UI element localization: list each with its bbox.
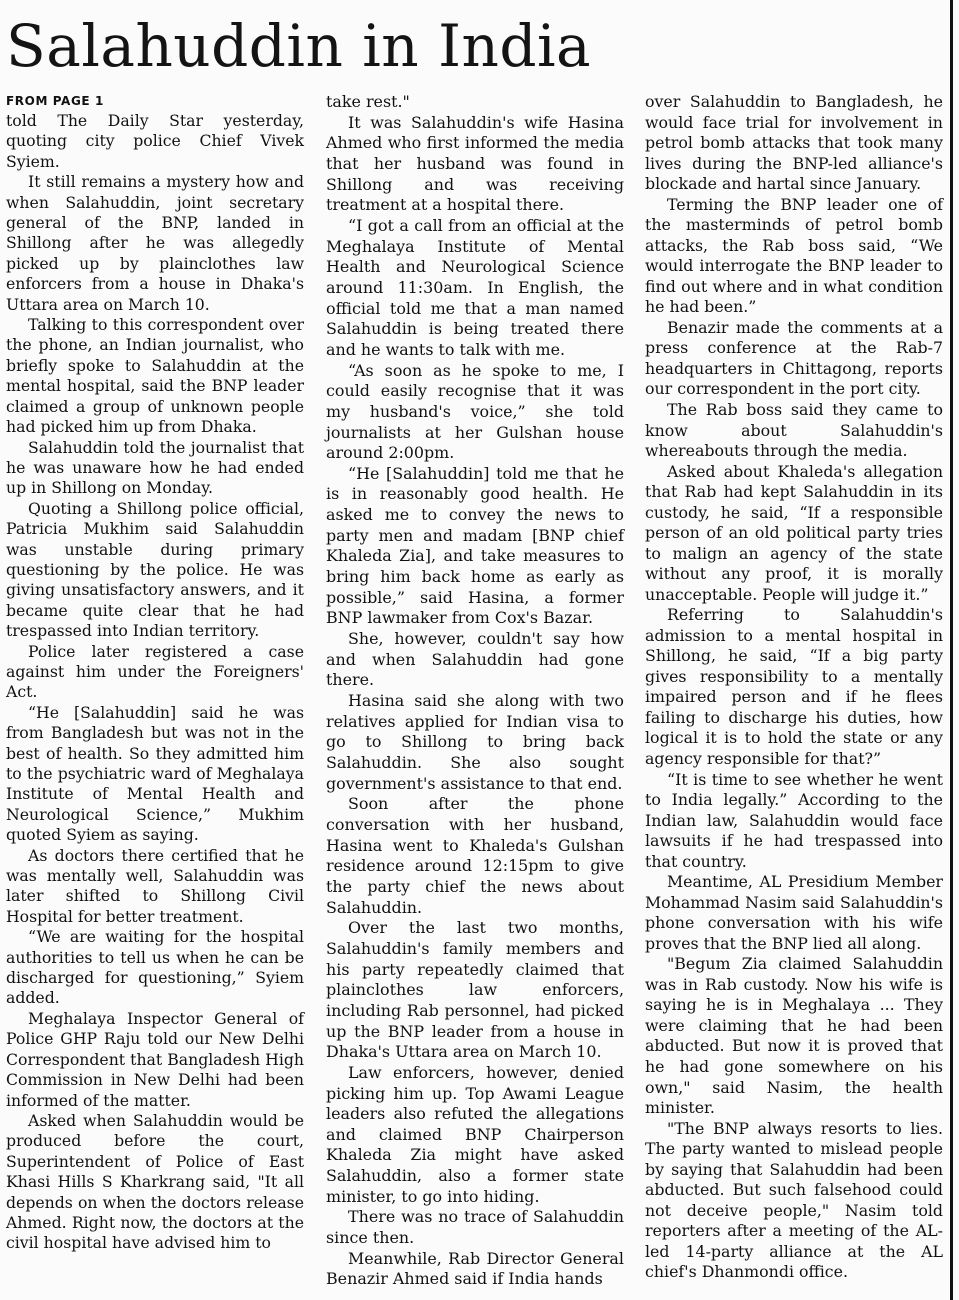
paragraph: Terming the BNP leader one of the masterminds of petrol bomb attacks, the Rab boss said, “We would interrogate the BNP leader to find out where and in what condition he had been.” (645, 194, 943, 317)
paragraph: “He [Salahuddin] said he was from Bangladesh but was not in the best of health. So they admitted him to the psychiatric ward of Meghalaya Institute of Mental Health and Neurological Science,” Mukhim quoted Syiem as saying. (6, 702, 304, 845)
paragraph: As doctors there certified that he was mentally well, Salahuddin was later shifted to Shillong Civil Hospital for better treatment. (6, 845, 304, 926)
paragraph: Meghalaya Inspector General of Police GHP Raju told our New Delhi Correspondent that Bangladesh High Commission in New Delhi had been informed of the matter. (6, 1008, 304, 1110)
article-column-1 (6, 92, 304, 1254)
paragraph: “It is time to see whether he went to India legally.” According to the Indian law, Salahuddin would face lawsuits if he had trespassed into that country. (645, 769, 943, 871)
paragraph: “I got a call from an official at the Meghalaya Institute of Mental Health and Neurological Science around 11:30am. In English, the official told me that a man named Salahuddin is being treated there and he wants to talk with me. (326, 215, 624, 359)
paragraph: The Rab boss said they came to know about Salahuddin's whereabouts through the media. (645, 399, 943, 461)
headline: Salahuddin in India (6, 12, 592, 80)
paragraph: There was no trace of Salahuddin since then. (326, 1207, 624, 1248)
paragraph: It was Salahuddin's wife Hasina Ahmed who first informed the media that her husband was found in Shillong and was receiving treatment at a hospital there. (326, 112, 624, 215)
paragraph: “He [Salahuddin] told me that he is in reasonably good health. He asked me to convey the news to party men and madam [BNP chief Khaleda Zia], and take measures to bring him back home as early as possible,” said Hasina, a former BNP lawmaker from Cox's Bazar. (326, 463, 624, 628)
paragraph: She, however, couldn't say how and when Salahuddin had gone there. (326, 629, 624, 690)
paragraph: “We are waiting for the hospital authorities to tell us when he can be discharged for questioning,” Syiem added. (6, 927, 304, 1008)
paragraph: Benazir made the comments at a press conference at the Rab-7 headquarters in Chittagong, reports our correspondent in the port city. (645, 317, 943, 399)
paragraph: Police later registered a case against him under the Foreigners' Act. (6, 641, 304, 702)
paragraph: Talking to this correspondent over the phone, an Indian journalist, who briefly spoke to Salahuddin at the mental hospital, said the BNP leader claimed a group of unknown people had picked him up from Dhaka. (6, 315, 304, 437)
paragraph: Meanwhile, Rab Director General Benazir Ahmed said if India hands (326, 1248, 624, 1289)
paragraph: It still remains a mystery how and when Salahuddin, joint secretary general of the BNP, landed in Shillong after he was allegedly picked up by plainclothes law enforcers from a house in Dhaka's Uttara area on March 10. (6, 172, 304, 314)
paragraph: take rest." (326, 92, 410, 111)
paragraph: Quoting a Shillong police official, Patricia Mukhim said Salahuddin was unstable during primary questioning by the police. He was giving unsatisfactory answers, and it became quite clear that he had trespassed into Indian territory. (6, 498, 304, 641)
paragraph: "Begum Zia claimed Salahuddin was in Rab custody. Now his wife is saying he is in Meghalaya ... They were claiming that he had been abducted. But now it is proved that he had gone somewhere on his own," said Nasim, the health minister. (645, 954, 943, 1118)
dateline: FROM PAGE 1 (6, 94, 104, 108)
paragraph: over Salahuddin to Bangladesh, he would face trial for involvement in petrol bomb attacks that took many lives during the BNP-led alliance's blockade and hartal since January. (645, 92, 943, 194)
paragraph: Salahuddin told the journalist that he was unaware how he had ended up in Shillong on Monday. (6, 437, 304, 498)
paragraph: Over the last two months, Salahuddin's family members and his party repeatedly claimed that plainclothes law enforcers, including Rab personnel, had picked up the BNP leader from a house in Dhaka's Uttara area on March 10. (326, 918, 624, 1062)
paragraph: Law enforcers, however, denied picking him up. Top Awami League leaders also refuted the allegations and claimed BNP Chairperson Khaleda Zia might have asked Salahuddin, also a former state minister, to go into hiding. (326, 1062, 624, 1206)
paragraph: “As soon as he spoke to me, I could easily recognise that it was my husband's voice,” she told journalists at her Gulshan house around 2:00pm. (326, 360, 624, 463)
paragraph: Meantime, AL Presidium Member Mohammad Nasim said Salahuddin's phone conversation with his wife proves that the BNP lied all along. (645, 872, 943, 953)
column-rule (950, 0, 953, 1300)
paragraph: Referring to Salahuddin's admission to a mental hospital in Shillong, he said, “If a big party gives responsibility to a mentally impaired person and if he flees failing to discharge his duties, how logical it is to hold the state or any agency responsible for that?” (645, 605, 943, 768)
paragraph: Soon after the phone conversation with her husband, Hasina went to Khaleda's Gulshan residence around 12:15pm to give the party chief the news about Salahuddin. (326, 794, 624, 917)
paragraph: told The Daily Star yesterday, quoting city police Chief Vivek Syiem. (6, 111, 304, 171)
paragraph: Asked when Salahuddin would be produced before the court, Superintendent of Police of East Khasi Hills S Kharkrang said, "It all depends on when the doctors release Ahmed. Right now, the doctors at the civil hospital have advised him to (6, 1110, 304, 1253)
paragraph: Hasina said she along with two relatives applied for Indian visa to go to Shillong to bring back Salahuddin. She also sought government's assistance to that end. (326, 691, 624, 793)
article-column-3 (645, 92, 943, 1283)
paragraph: "The BNP always resorts to lies. The party wanted to mislead people by saying that Salahuddin had been abducted. But such falsehood could not deceive people," Nasim told reporters after a meeting of the AL-led 14-party alliance at the AL chief's Dhanmondi office. (645, 1118, 943, 1282)
paragraph: Asked about Khaleda's allegation that Rab had kept Salahuddin in its custody, he said, “If a responsible person of an old political party tries to malign an agency of the state without any proof, it is morally unacceptable. People will judge it.” (645, 461, 943, 604)
article-column-2 (326, 92, 624, 1290)
